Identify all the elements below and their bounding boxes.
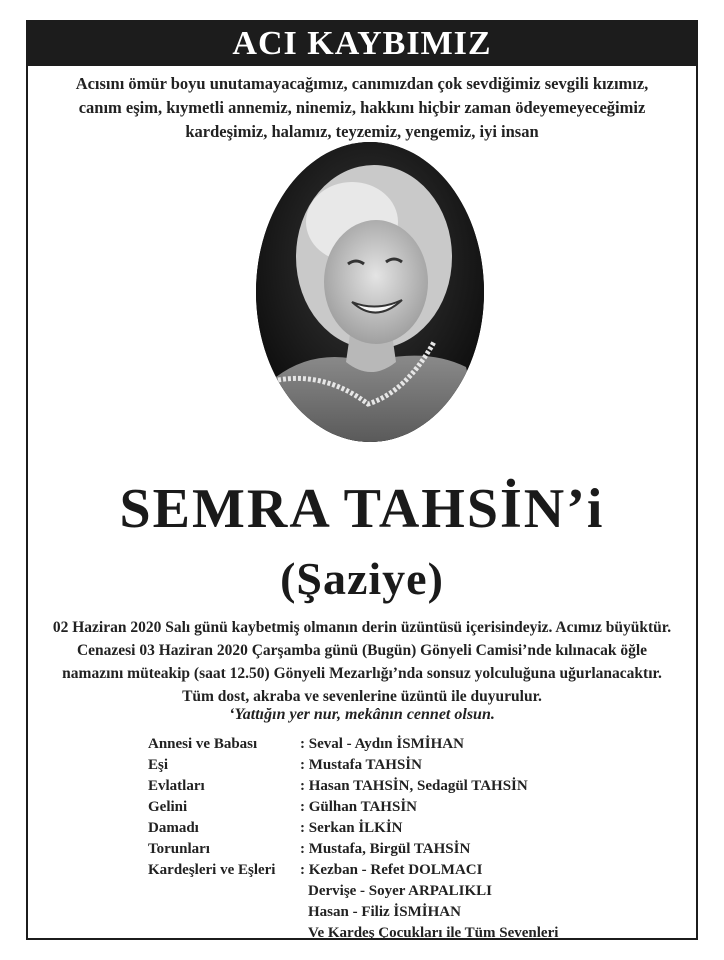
family-names: : Mustafa, Birgül TAHSİN — [300, 841, 471, 857]
family-row — [148, 839, 558, 860]
family-row — [148, 734, 558, 755]
portrait-image — [256, 142, 484, 442]
family-relation: Torunları — [148, 841, 210, 857]
family-relation: Annesi ve Babası — [148, 736, 258, 752]
family-row — [148, 797, 558, 818]
family-row — [148, 776, 558, 797]
family-continued: Dervişe - Soyer ARPALIKLI — [308, 883, 493, 899]
announcement-line: Tüm dost, akraba ve sevenlerine üzüntü ile duyurulur. — [182, 688, 542, 705]
header-title: ACI KAYBIMIZ — [232, 25, 492, 62]
announcement-line: 02 Haziran 2020 Salı günü kaybetmiş olmanın derin üzüntüsü içerisindeyiz. Acımız büyüktür. — [52, 619, 672, 636]
intro-line: Acısını ömür boyu unutamayacağımız, canımızdan çok sevdiğimiz sevgili kızımız, — [75, 74, 649, 93]
family-names: : Mustafa TAHSİN — [300, 757, 422, 773]
family-names: : Seval - Aydın İSMİHAN — [300, 736, 464, 752]
family-continued: Ve Kardeş Çocukları ile Tüm Sevenleri — [308, 925, 559, 941]
family-row — [148, 860, 558, 881]
announcement-text — [32, 616, 692, 708]
family-row — [148, 755, 558, 776]
deceased-name: SEMRA TAHSİN’i — [119, 478, 605, 540]
intro-line: kardeşimiz, halamız, teyzemiz, yengemiz, iyi insan — [185, 122, 539, 141]
family-list — [148, 734, 558, 944]
announcement-line: namazını müteakip (saat 12.50) Gönyeli Mezarlığı’nda sonsuz yolculuğuna uğurlanacaktır. — [62, 665, 662, 682]
family-relation: Evlatları — [148, 778, 205, 794]
intro-line: canım eşim, kıymetli annemiz, ninemiz, hakkını hiçbir zaman ödeyemeyeceğimiz — [78, 98, 646, 117]
family-continued: Hasan - Filiz İSMİHAN — [308, 904, 461, 920]
family-names: : Kezban - Refet DOLMACI — [300, 862, 483, 878]
family-relation: Kardeşleri ve Eşleri — [148, 862, 276, 878]
header-banner — [28, 22, 696, 66]
family-relation: Eşi — [148, 757, 169, 773]
obituary-frame — [26, 20, 698, 940]
portrait-photo — [256, 142, 484, 442]
family-names: : Serkan İLKİN — [300, 820, 403, 836]
memorial-quote: ‘Yattığın yer nur, mekânın cennet olsun. — [229, 706, 495, 723]
family-relation: Damadı — [148, 820, 199, 836]
deceased-alias: (Şaziye) — [280, 553, 444, 604]
announcement-line: Cenazesi 03 Haziran 2020 Çarşamba günü (Bugün) Gönyeli Camisi’nde kılınacak öğle — [76, 642, 648, 659]
family-names: : Gülhan TAHSİN — [300, 799, 417, 815]
family-names: : Hasan TAHSİN, Sedagül TAHSİN — [300, 778, 528, 794]
family-row — [148, 818, 558, 839]
family-relation: Gelini — [148, 799, 188, 815]
intro-text — [48, 72, 676, 144]
